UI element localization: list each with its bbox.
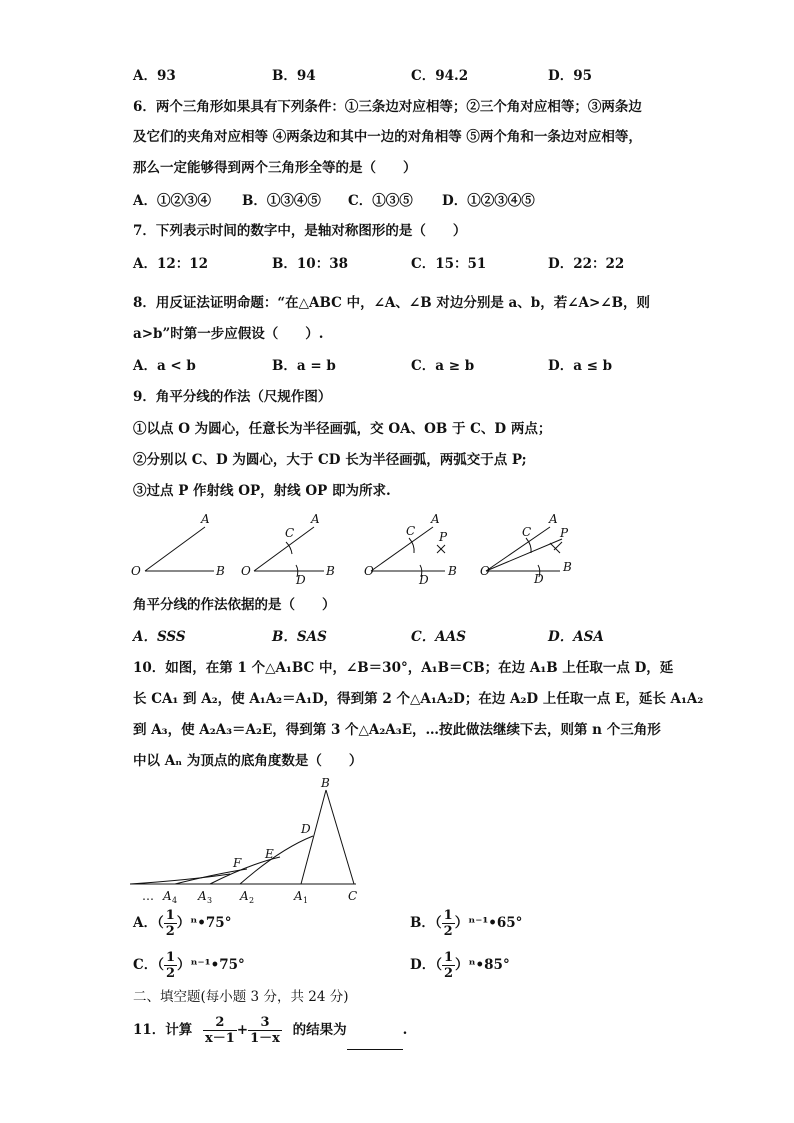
fig2-label-d: D — [296, 573, 306, 585]
q7-stem: 7．下列表示时间的数字中，是轴对称图形的是（ ） — [133, 223, 467, 239]
q11: 11．计算 $\frac{2}{x-1}$ + $\frac{3}{1-x}$ 的结果为 . — [133, 1010, 407, 1050]
fig1-label-b: B — [216, 564, 225, 578]
fig10-label-dots: … — [142, 889, 154, 903]
q7-option-a: A．12：12 — [133, 256, 209, 272]
fig10-sub-4: 4 — [172, 896, 178, 905]
fig3-label-b: B — [448, 564, 457, 578]
q8-option-d: D．a ≤ b — [548, 358, 613, 374]
angle-bisector-figure — [128, 505, 598, 585]
fig3-label-o: O — [364, 564, 374, 578]
fig2-label-c: C — [285, 526, 295, 540]
q9-option-c: C．AAS — [411, 629, 466, 645]
fig10-sub-1: 1 — [303, 896, 309, 905]
fig10-label-a3: A — [198, 889, 207, 903]
q5-option-a: A．93 — [133, 68, 176, 84]
q11-fraction-1: $\frac{2}{x-1}$ — [205, 1015, 235, 1046]
q11-prefix: 11．计算 — [133, 1022, 193, 1038]
q6-option-a: A．①②③④ — [133, 193, 211, 209]
q8-line-1: 8．用反证法证明命题：“在△ABC 中，∠A、∠B 对边分别是 a、b，若∠A>∠B，则 — [133, 295, 651, 311]
fig2-label-a: A — [311, 512, 320, 526]
section-title-fill-in: 二、填空题(每小题 3 分，共 24 分) — [133, 989, 349, 1005]
q9-step-2: ②分别以 C、D 为圆心，大于 CD 长为半径画弧，两弧交于点 P; — [133, 452, 527, 468]
q9-title: 9．角平分线的作法（尺规作图） — [133, 389, 332, 405]
q11-answer-blank[interactable] — [347, 1035, 403, 1050]
q8-option-b: B．a = b — [272, 358, 336, 374]
fig4-label-c: C — [522, 525, 532, 539]
q5-option-b: B．94 — [272, 68, 316, 84]
q9-option-b: B．SAS — [272, 629, 327, 645]
q6-option-c: C．①③⑤ — [348, 193, 413, 209]
q11-suffix: 的结果为 — [292, 1022, 347, 1038]
fig4-label-d: D — [534, 572, 544, 585]
q9-step-3: ③过点 P 作射线 OP，射线 OP 即为所求. — [133, 483, 391, 499]
fig10-label-f: F — [233, 856, 242, 870]
q5-option-c: C．94.2 — [411, 68, 469, 84]
fig3-label-p: P — [439, 530, 448, 544]
q10-option-b: B．（ $\frac{1}{2}$ ）ⁿ⁻¹•65° — [410, 908, 523, 939]
fig4-label-p: P — [560, 526, 569, 540]
fig10-label-b: B — [321, 776, 330, 790]
fig3-label-c: C — [406, 524, 416, 538]
q6-option-d: D．①②③④⑤ — [442, 193, 535, 209]
fig10-sub-3: 3 — [207, 896, 213, 905]
fig4-label-b: B — [563, 560, 572, 574]
q6-line-3: 那么一定能够得到两个三角形全等的是（ ） — [133, 160, 417, 176]
q10-line-3: 到 A₃，使 A₂A₃＝A₂E，得到第 3 个△A₂A₃E，…按此做法继续下去，则第 n 个三角形 — [133, 722, 661, 738]
triangle-sequence-figure — [130, 774, 370, 909]
q10-line-2: 长 CA₁ 到 A₂，使 A₁A₂＝A₁D，得到第 2 个△A₁A₂D；在边 A₂D 上任取一点 E，延长 A₁A₂ — [133, 691, 704, 707]
fig10-label-c: C — [348, 889, 358, 903]
q9-option-a: A．SSS — [133, 629, 186, 645]
q10-option-a: A．（ $\frac{1}{2}$ ）ⁿ•75° — [133, 908, 232, 939]
fig10-sub-2: 2 — [249, 896, 255, 905]
q6-option-b: B．①③④⑤ — [242, 193, 321, 209]
fig2-label-o: O — [241, 564, 251, 578]
fig2-label-b: B — [326, 564, 335, 578]
fig1-label-o: O — [131, 564, 141, 578]
fig10-label-d: D — [301, 822, 311, 836]
q10-line-4: 中以 Aₙ 为顶点的底角度数是（ ） — [133, 753, 363, 769]
fig4-label-o: O — [480, 564, 490, 578]
q9-question: 角平分线的作法依据的是（ ） — [133, 597, 336, 613]
q9-step-1: ①以点 O 为圆心，任意长为半径画弧，交 OA、OB 于 C、D 两点； — [133, 421, 552, 437]
q9-option-d: D．ASA — [548, 629, 604, 645]
q7-option-c: C．15：51 — [411, 256, 487, 272]
fig3-label-d: D — [419, 573, 429, 585]
q7-option-d: D．22：22 — [548, 256, 625, 272]
q10-option-d: D．（ $\frac{1}{2}$ ）ⁿ•85° — [410, 950, 510, 981]
q7-option-b: B．10：38 — [272, 256, 348, 272]
q6-line-1: 6．两个三角形如果具有下列条件：①三条边对应相等；②三个角对应相等；③两条边 — [133, 99, 642, 115]
q8-option-a: A．a < b — [133, 358, 196, 374]
q10-line-1: 10．如图，在第 1 个△A₁BC 中，∠B＝30°，A₁B＝CB；在边 A₁B 上任取一点 D，延 — [133, 660, 674, 676]
q8-line-2: a>b”时第一步应假设（ ）. — [133, 326, 324, 342]
fig10-label-e: E — [265, 847, 274, 861]
fig4-label-a: A — [549, 512, 558, 526]
fig10-label-a4: A — [163, 889, 172, 903]
q10-option-c: C．（ $\frac{1}{2}$ ）ⁿ⁻¹•75° — [133, 950, 245, 981]
q8-option-c: C．a ≥ b — [411, 358, 475, 374]
q6-line-2: 及它们的夹角对应相等 ④两条边和其中一边的对角相等 ⑤两个角和一条边对应相等， — [133, 129, 642, 145]
q11-fraction-2: $\frac{3}{1-x}$ — [250, 1015, 280, 1046]
q5-option-d: D．95 — [548, 68, 592, 84]
fig10-label-a2: A — [240, 889, 249, 903]
fig3-label-a: A — [431, 512, 440, 526]
fig10-label-a1: A — [294, 889, 303, 903]
fig1-label-a: A — [201, 512, 210, 526]
